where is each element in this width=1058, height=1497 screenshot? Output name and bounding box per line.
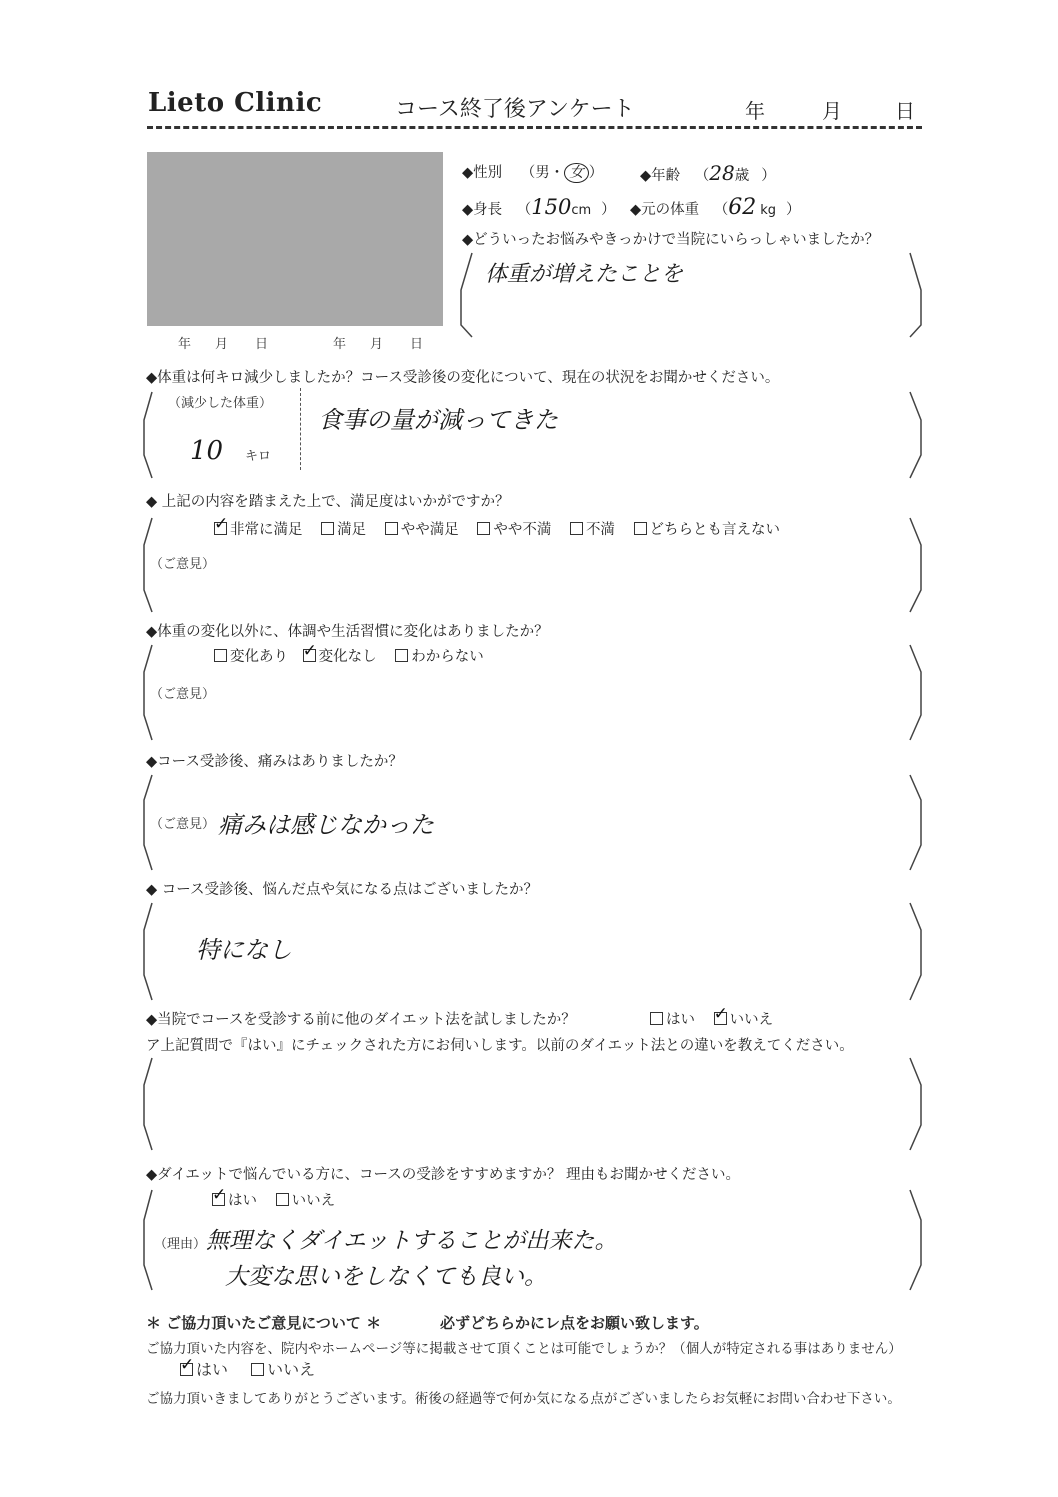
weight-field[interactable] [630, 195, 801, 220]
option-label: はい [228, 1193, 257, 1209]
other-diet-options [650, 1008, 773, 1029]
height-label: ◆身長 [462, 202, 503, 218]
consent-options [180, 1357, 315, 1380]
condition-opinion-label: （ご意見） [150, 687, 216, 702]
concern-answer[interactable]: 特になし [196, 936, 292, 964]
checkbox-icon[interactable] [251, 1363, 264, 1376]
option-label: はい [666, 1012, 695, 1028]
height-unit: cm [571, 203, 592, 218]
option-unknown[interactable] [395, 649, 484, 665]
reduced-weight-unit: キロ [245, 449, 272, 464]
age-value: 28 [709, 161, 735, 185]
weight-label: ◆元の体重 [630, 202, 700, 218]
checkbox-checked-icon[interactable] [214, 522, 227, 535]
gender-field[interactable] [462, 161, 603, 183]
option-label: 変化あり [230, 649, 288, 665]
photo-after-day: 日 [410, 337, 424, 352]
gender-label: ◆性別 [462, 165, 503, 181]
weight-close-paren: ） [786, 202, 801, 218]
option-label: 非常に満足 [230, 522, 303, 538]
photo-before-month: 月 [215, 337, 229, 352]
footer-heading: ＊ ご協力頂いたご意見について ＊ [146, 1314, 382, 1332]
option-changed[interactable] [214, 649, 288, 665]
option-somewhat-satisfied[interactable] [385, 522, 459, 538]
header-divider [147, 126, 922, 129]
option-label: 満足 [337, 522, 367, 538]
gender-open-paren: （ [520, 165, 536, 181]
satisfaction-opinion-label: （ご意見） [150, 557, 216, 572]
option-label: やや不満 [493, 522, 552, 538]
option-label: はい [196, 1360, 229, 1379]
thanks-message: ご協力頂いきましてありがとうございます。術後の経過等で何か気になる点がございましたらお気軽にお問い合わせ下さい。 [146, 1391, 901, 1407]
checkbox-icon[interactable] [570, 522, 583, 535]
weight-value: 62 [728, 195, 757, 220]
option-no-change[interactable] [303, 649, 377, 665]
consent-yes[interactable] [180, 1360, 228, 1379]
satisfaction-question: ◆ 上記の内容を踏まえた上で、満足度はいかがですか？ [146, 494, 510, 510]
option-label: いいえ [267, 1360, 316, 1379]
checkbox-icon[interactable] [276, 1193, 289, 1206]
photo-after-month: 月 [370, 337, 384, 352]
checkbox-icon[interactable] [321, 522, 334, 535]
reason-question: ◆どういったお悩みやきっかけで当院にいらっしゃいましたか？ [462, 232, 880, 248]
option-label: 変化なし [318, 649, 377, 665]
age-field[interactable] [640, 161, 776, 185]
gender-female-circled: 女 [564, 163, 589, 183]
option-neither[interactable] [634, 522, 781, 538]
option-label: わからない [411, 649, 484, 665]
satisfaction-options [214, 518, 780, 539]
option-yes[interactable] [212, 1193, 257, 1209]
weight-divider [300, 388, 301, 470]
checkbox-icon[interactable] [395, 649, 408, 662]
recommend-answer-line1[interactable]: 無理なくダイエットすることが出来た。 [206, 1228, 618, 1254]
option-no[interactable] [714, 1012, 774, 1028]
recommend-question: ◆ダイエットで悩んでいる方に、コースの受診をすすめますか？ 理由もお聞かせください。 [146, 1167, 741, 1183]
photo-before-day: 日 [255, 337, 269, 352]
option-yes[interactable] [650, 1012, 695, 1028]
consent-question: ご協力頂いた内容を、院内やホームページ等に掲載させて頂くことは可能でしょうか？（個人が特定される事はありません） [146, 1341, 902, 1357]
option-very-satisfied[interactable] [214, 522, 303, 538]
height-open-paren: （ [516, 202, 532, 218]
option-label: いいえ [729, 1012, 774, 1028]
age-close-paren: ） [761, 168, 776, 184]
age-unit: 歳 [734, 168, 750, 184]
checkbox-checked-icon[interactable] [212, 1193, 225, 1206]
reduced-weight-value[interactable]: 10 [190, 436, 224, 466]
recommend-options [212, 1189, 335, 1210]
weight-unit: kg [760, 203, 777, 218]
photo-area [147, 152, 443, 326]
option-label: どちらとも言えない [649, 522, 781, 538]
header-month-label: 月 [822, 99, 842, 123]
option-label: いいえ [291, 1193, 336, 1209]
option-label: 不満 [585, 522, 615, 538]
weight-change-question: ◆体重は何キロ減少しましたか？コース受診後の変化について、現在の状況をお聞かせください。 [146, 370, 780, 386]
photo-before-year: 年 [178, 337, 192, 352]
gender-close-paren: ） [588, 165, 604, 181]
form-title: コース終了後アンケート [395, 97, 635, 122]
age-label: ◆年齢 [640, 168, 681, 184]
concern-question: ◆ コース受診後、悩んだ点や気になる点はございましたか？ [146, 882, 539, 898]
weight-change-answer[interactable]: 食事の量が減ってきた [318, 406, 558, 434]
height-close-paren: ） [601, 202, 616, 218]
checkbox-checked-icon[interactable] [303, 649, 316, 662]
pain-answer[interactable]: 痛みは感じなかった [218, 811, 434, 839]
condition-options [214, 645, 484, 666]
pain-opinion-label: （ご意見） [150, 817, 216, 832]
header-year-label: 年 [745, 99, 765, 123]
checkbox-icon[interactable] [650, 1012, 663, 1025]
photo-after-year: 年 [333, 337, 347, 352]
checkbox-icon[interactable] [385, 522, 398, 535]
checkbox-icon[interactable] [634, 522, 647, 535]
option-dissatisfied[interactable] [570, 522, 615, 538]
option-satisfied[interactable] [321, 522, 366, 538]
option-no[interactable] [276, 1193, 336, 1209]
checkbox-icon[interactable] [477, 522, 490, 535]
consent-no[interactable] [251, 1360, 315, 1379]
option-label: やや満足 [400, 522, 459, 538]
reduced-weight-label: （減少した体重） [168, 396, 273, 411]
footer-heading-note: 必ずどちらかにレ点をお願い致します。 [440, 1314, 709, 1332]
gender-male: 男・ [535, 165, 565, 181]
other-diet-followup: ア上記質問で『はい』にチェックされた方にお伺いします。以前のダイエット法との違いを教えてください。 [146, 1038, 854, 1054]
reason-answer[interactable]: 体重が増えたことを [485, 262, 684, 287]
recommend-answer-line2[interactable]: 大変な思いをしなくても良い。 [225, 1264, 547, 1290]
recommend-reason-label: （理由） [154, 1237, 207, 1252]
other-diet-question: ◆当院でコースを受診する前に他のダイエット法を試しましたか？ [146, 1012, 576, 1028]
checkbox-icon[interactable] [214, 649, 227, 662]
checkbox-checked-icon[interactable] [714, 1012, 727, 1025]
age-open-paren: （ [694, 168, 710, 184]
height-value: 150 [531, 195, 572, 219]
pain-question: ◆コース受診後、痛みはありましたか？ [146, 754, 403, 770]
condition-question: ◆体重の変化以外に、体調や生活習慣に変化はありましたか？ [146, 624, 549, 640]
checkbox-checked-icon[interactable] [180, 1363, 193, 1376]
option-somewhat-dissatisfied[interactable] [477, 522, 551, 538]
clinic-brand: Lieto Clinic [148, 88, 323, 118]
header-day-label: 日 [895, 99, 915, 123]
height-field[interactable] [462, 195, 616, 219]
weight-open-paren: （ [713, 202, 729, 218]
